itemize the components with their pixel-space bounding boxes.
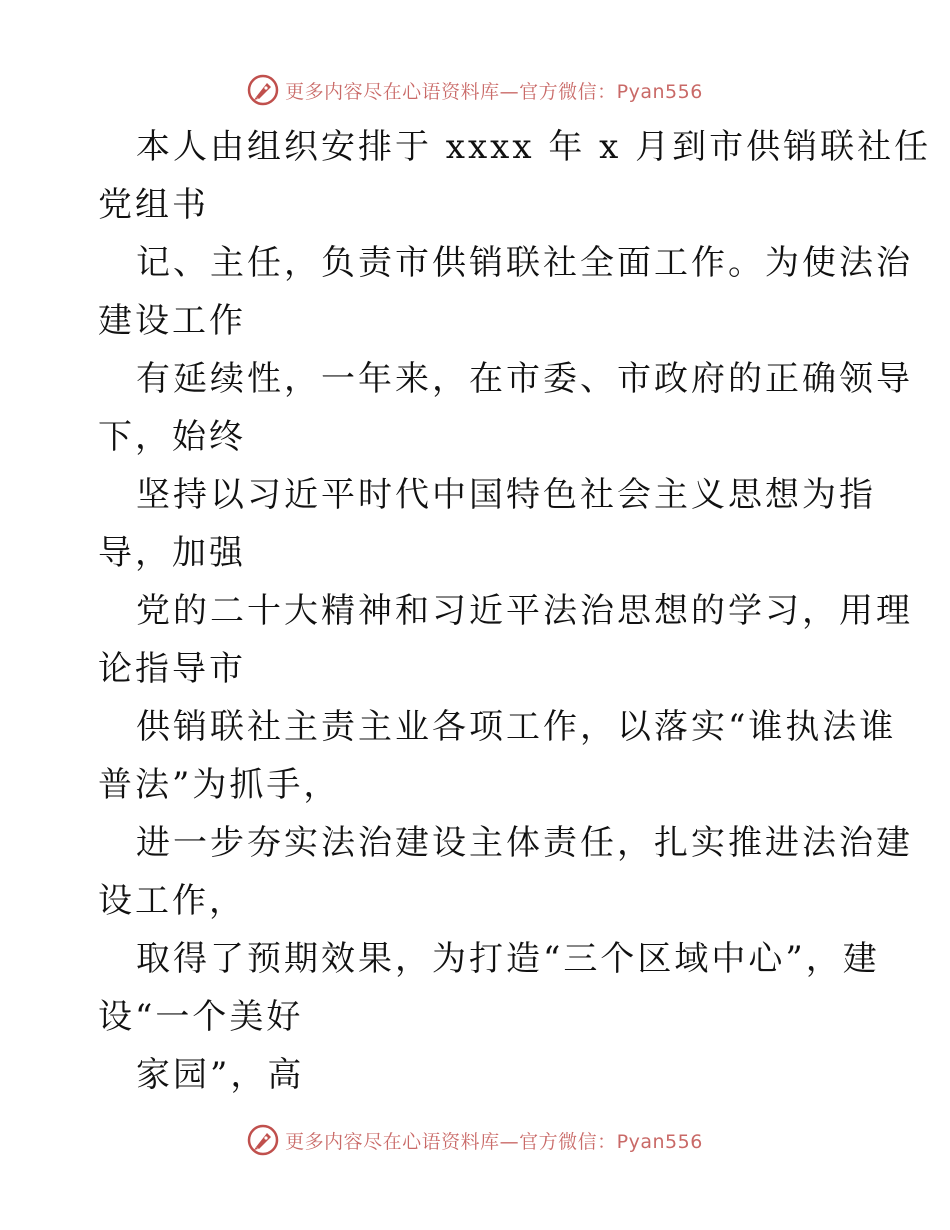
header-watermark bbox=[0, 70, 950, 110]
text-line: 导，加强 bbox=[98, 533, 246, 573]
footer-watermark-text: 更多内容尽在心语资料库—官方微信：Pyan556 bbox=[285, 1130, 703, 1153]
text-line: 有延续性，一年来，在市委、市政府的正确领导 bbox=[136, 359, 913, 399]
text-line: 党组书 bbox=[98, 185, 209, 225]
text-line: 论指导市 bbox=[98, 649, 246, 689]
text-line: 下，始终 bbox=[98, 417, 246, 457]
document-body bbox=[98, 118, 932, 1104]
text-line: 普法”为抓手， bbox=[98, 765, 341, 805]
text-line: 记、主任，负责市供销联社全面工作。为使法治 bbox=[136, 243, 913, 283]
text-line: 进一步夯实法治建设主体责任，扎实推进法治建 bbox=[136, 823, 913, 863]
pen-nib-logo-icon bbox=[247, 74, 279, 106]
text-line: 取得了预期效果，为打造“三个区域中心”，建 bbox=[136, 939, 880, 979]
text-line: 家园”，高 bbox=[136, 1055, 305, 1095]
pen-nib-logo-icon bbox=[247, 1124, 279, 1156]
footer-watermark bbox=[0, 1120, 950, 1160]
text-line: 党的二十大精神和习近平法治思想的学习，用理 bbox=[136, 591, 913, 631]
header-watermark-text: 更多内容尽在心语资料库—官方微信：Pyan556 bbox=[285, 80, 703, 103]
text-line: 建设工作 bbox=[98, 301, 246, 341]
text-line: 坚持以习近平时代中国特色社会主义思想为指 bbox=[136, 475, 876, 515]
text-line: 本人由组织安排于 xxxx 年 x 月到市供销联社任 bbox=[136, 127, 932, 167]
text-line: 供销联社主责主业各项工作，以落实“谁执法谁 bbox=[136, 707, 897, 747]
text-line: 设工作， bbox=[98, 881, 246, 921]
text-line: 设“一个美好 bbox=[98, 997, 304, 1037]
